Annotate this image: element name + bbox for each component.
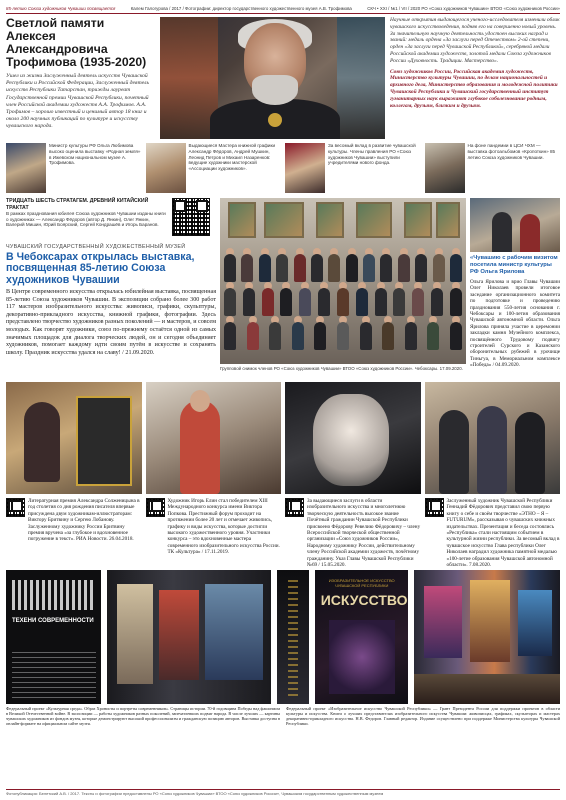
book-label: ИЗОБРАЗИТЕЛЬНОЕ ИСКУССТВО ЧУВАШСКОЙ РЕСПУБЛИКИ [328, 578, 395, 588]
qr-code-icon[interactable] [6, 498, 25, 517]
qr-code-icon[interactable] [146, 498, 165, 517]
news-photo [6, 382, 142, 494]
strip-text: Министр культуры РФ Ольга Любимова высоко оценила выставку «Родная земля» в Ижевском национальном музее А. Трофимова. [49, 143, 141, 166]
footer-right-text: Федеральный проект «Изобразительное искусство Чувашской Республики» — Грант Президента России для поддержки проектов в области культуры и искусства. Книги о лучших представителях изобразительного искусства Чувашии: живописцах, графиках, скульпторах и мастерах декоративно-прикладного искусства. Н.В. Федоров. Главный редактор. Издание осуществлено при поддержке Министерства культуры Чувашской Республики. [286, 706, 560, 727]
footer-credits: Фотопубликация: Белетский А.В. / 2017. Тексты и фотографии предоставлены РО «Союз художников Чувашии» ВТОО «Союз художников России», Чувашским государственным художественным музеем [6, 789, 560, 796]
background-painting [337, 17, 385, 139]
news-text: За выдающиеся заслуги в области изобразительного искусства и многолетнюю творческую деятельность высокое звание Почётный гражданин Чувашской Республики присвоено Фёдорову Ревелию Фёдоровичу – члену Всероссийской творческой общественной организации «Союз художников России», Народному художнику России, действительному члену Российской академии художеств, почётному гражданину. Указ Главы Чувашской Республики №69 / 15.05.2020. [307, 498, 421, 569]
strip-item[interactable] [6, 143, 142, 195]
news-text: Заслуженный художник Чувашской Республики Геннадий Фёдорович представил свою первую книгу о себе и своём творчестве «ЭТНО – Я – FUTURUM», рассказывая о чувашских книжных издательствах. Презентация и беседа состоялись «Республика» стали настоящим событием в культурной жизни республики. За весомый вклад в чувашское искусство Глава республики Олег Николаев наградил художника памятной медалью «100-летие образования Чувашской автономной области». 7.08.2020. [446, 498, 560, 569]
article-headline: В Чебоксарах открылась выставка, посвященная 85-летию Союза художников Чувашии [6, 251, 195, 286]
obituary-right-column [390, 17, 560, 109]
news-column [146, 382, 282, 566]
museum-label: ЧУВАШСКИЙ ГОСУДАРСТВЕННЫЙ ХУДОЖЕСТВЕННЫЙ МУЗЕЙ [6, 244, 186, 250]
news-strip [6, 143, 560, 195]
minister-visit-text: Ольга Ярилова и врио Главы Чувашии Олег Николаев провели итоговое заседание организационного комитета по подготовке и проведению празднования 550-летия основания г. Чебоксары и 100-летия образования Чувашской автономной области. Ольга Ярилова приняла участие в церемонии закладки камня Музейного комплекса, посвящённого Трудовому подвигу строителей Сурского и Казанского оборонительных рубежей в урочище Тиньгуа, в Мемориальном комплексе «Победа» / 04.09.2020. [470, 279, 560, 369]
book-brand: ИСКУССТВО [320, 592, 408, 608]
books-note [6, 198, 216, 248]
trofimov-portrait [160, 17, 385, 139]
group-photo [220, 198, 466, 364]
wall-painting [436, 202, 460, 238]
books-note-title: ТРИДЦАТЬ ШЕСТЬ СТРАТАГЕМ. ДРЕВНИЙ КИТАЙСКИЙ ТРАКТАТ [6, 198, 149, 211]
obituary-achievements: Научные открытия выдающегося ученого-исследователя изменили облик чувашского искусствоведения, подняв его на совершенно новый уровень. За значительную научную деятельность удостоен высоких наград и званий: медаль ордена «За заслуги перед Отечеством» 2-ой степени, орден «За заслуги перед Чувашской Республикой», серебряной медали Российской академии художеств, золотой медали Союза художников России «Духовность. Традиции. Мастерство». [390, 17, 560, 64]
news-photo [146, 382, 282, 494]
strip-photo [6, 143, 46, 193]
minister-photo [470, 198, 560, 252]
people-row [224, 316, 462, 350]
news-text-block [6, 498, 142, 543]
obituary-title: Светлой памяти Алексея Александровича Трофимова (1935-2020) [6, 16, 147, 69]
strip-photo [285, 143, 325, 193]
strip-text: За весомый вклад в развитие чувашской культуры. Члены правления РО «Союз художников Чувашии» выступили учредителями нового фонда. [328, 143, 416, 166]
books-note-body: В рамках празднования юбилея Союза художников Чувашии изданы книги о художниках — Александр Фёдоров (автор Д. Янкин), Олег Янкин, Валерий Мишин, Юрий Боярский, Сергей Кондрашёв и Игорь Баранов. [6, 211, 166, 228]
strip-photo [425, 143, 465, 193]
book-brand: ТЕХЕНИ СОВРЕМЕННОСТИ [12, 618, 94, 624]
book-spine [277, 570, 309, 704]
book-cover[interactable] [315, 570, 408, 704]
obituary-intro [6, 17, 156, 131]
qr-code-icon[interactable] [285, 498, 304, 517]
news-photo [425, 382, 561, 494]
books-note-text [6, 198, 166, 228]
wall-painting [404, 202, 432, 238]
page-footer [6, 706, 560, 796]
group-photo-caption: Групповой снимок членов РО «Союз художников Чувашии» ВТОО «Союз художников России». Чебоксары. 17.09.2020. [220, 366, 463, 371]
minister-visit-title: «Чувашию с рабочим визитом посетила министр культуры РФ Ольга Ярилова [470, 255, 558, 275]
strip-photo [146, 143, 186, 193]
wall-painting [264, 202, 304, 238]
book-cover[interactable] [6, 570, 101, 704]
footer-left-text: Федеральный проект «Культурная среда». Образ Хронисты и портреты современников». Страницы истории. 70-й годовщина Победы над фашизмом в Великой Отечественной войне. В экспозиции — работы художников разных поколений, запечатлевших подвиг народа. В числе лучших — картины чувашских художников из фондов музея, которые демонстрируют высокий профессионализм и гражданскую позицию авторов. Выставка доступна в онлайн-формате на официальном сайте музея. [6, 706, 280, 727]
people-row [224, 282, 462, 316]
wall-painting [356, 202, 392, 238]
strip-text: На фоне пандемии в ЦСИ ЧХМ — выставка фотоальбомов «Кропоткин» 85 летию Союза художников Чувашии. [467, 143, 556, 160]
news-columns [6, 382, 560, 569]
news-photo [285, 382, 421, 494]
news-text-block [425, 498, 561, 568]
wall-painting [316, 202, 344, 238]
obituary-text: Ушел из жизни Заслуженный деятель искусств Чувашской Республики и Российской Федерации, Заслуженный деятель искусств Республики Татарстан, трижды лауреат Государственной премии Чувашской Республики, почетный член Российской академии художеств А.А. Трофимов. А.А. Трофимов – хорошо известный и ценимый автор 18 книг и около 200 научных публикаций по культуре и искусству чувашского народа. [6, 73, 150, 130]
book-posters [6, 570, 560, 704]
strip-item[interactable] [146, 143, 282, 195]
qr-code-icon[interactable] [172, 198, 210, 236]
news-text-block [146, 498, 282, 556]
exhibition-photo [107, 570, 271, 704]
people-row [224, 248, 462, 282]
article-body: В Центре современного искусства открылась юбилейная выставка, посвященная 85-летию Союза художников Чувашии. В экспозиции собрано более 300 работ 117 мастеров изобразительного искусства: живописи, графики, скульптуры, декоративно-прикладного искусства, книжной графики, фотографии. Здесь представлено творчество художников разных поколений — и мастеров, и совсем молодых. Как говорят художники, союз по-прежнему остаётся одной из самых значимых площадок для диалога творческих людей, он и сегодня объединяет художников, помогает каждому идти своим путём в искусстве и сохранять школу. Праздник искусства удался на славу! / 21.09.2020. [6, 289, 216, 356]
news-text: Литературная премия Александра Солженицына в год столетия со дня рождения писателя впервые присуждена двум художникам-иллюстраторам: Виктору Бритвину и Сергею Лобанову. Заслуженному художнику России Бритвину премия вручена «за глубокое и вдохновенное погружение в текст». РИА Новости. 26.04.2018. [28, 498, 140, 543]
news-column [285, 382, 421, 569]
minister-visit [470, 198, 560, 369]
news-column [425, 382, 561, 569]
wall-painting [228, 202, 256, 238]
header-right: СКЧ • XXI / №1 / VII / 2020 РО «Союз художников Чувашии» ВТОО «Союз художников России» [367, 6, 560, 11]
header-center: Калем Галогурова / 2017 / Фотографии: директор государственного художественного музея А.В. Трофимова [130, 6, 352, 11]
strip-item[interactable] [285, 143, 421, 195]
news-text: Художник Игорь Елин стал победителем XIII Международного конкурса имени Виктора Попкова. Престижный форум проходит на протяжении более 20 лет и отмечает живопись, графику и виды искусства, которые достигли высокого художественного уровня. Участники конкурса – это вдохновенные мастера современного изобразительного искусства России. ТК «Культура» / 17.11.2019. [167, 498, 280, 556]
gallery-photo [414, 570, 560, 704]
strip-item[interactable] [425, 143, 561, 195]
news-text-block [285, 498, 421, 568]
medal-icon [268, 113, 282, 127]
page-header [6, 4, 560, 14]
header-left: 85-летию Союза художников Чувашии посвящается [6, 6, 116, 11]
news-column [6, 382, 142, 566]
qr-code-icon[interactable] [425, 498, 444, 517]
strip-text: Выдающиеся Мастера книжной графики Александр Фёдоров, Андрей Мушкин, Леонид Петров и Михаил Назаренков: ведущие художники мастерской «Ассоциации художников». [188, 143, 276, 172]
newspaper-page [6, 4, 560, 796]
condolences-text: Союз художников России, Российская академия художеств, Министерство культуры Чувашии, по делам национальностей и архивного дела, Министерство образования и молодежной политики Чувашской Республики и Чувашский государственный институт гуманитарных наук выражают глубокое соболезнование родным, коллегам, друзьям, близким и друзьям. [390, 68, 558, 109]
portrait-beard [252, 75, 298, 105]
